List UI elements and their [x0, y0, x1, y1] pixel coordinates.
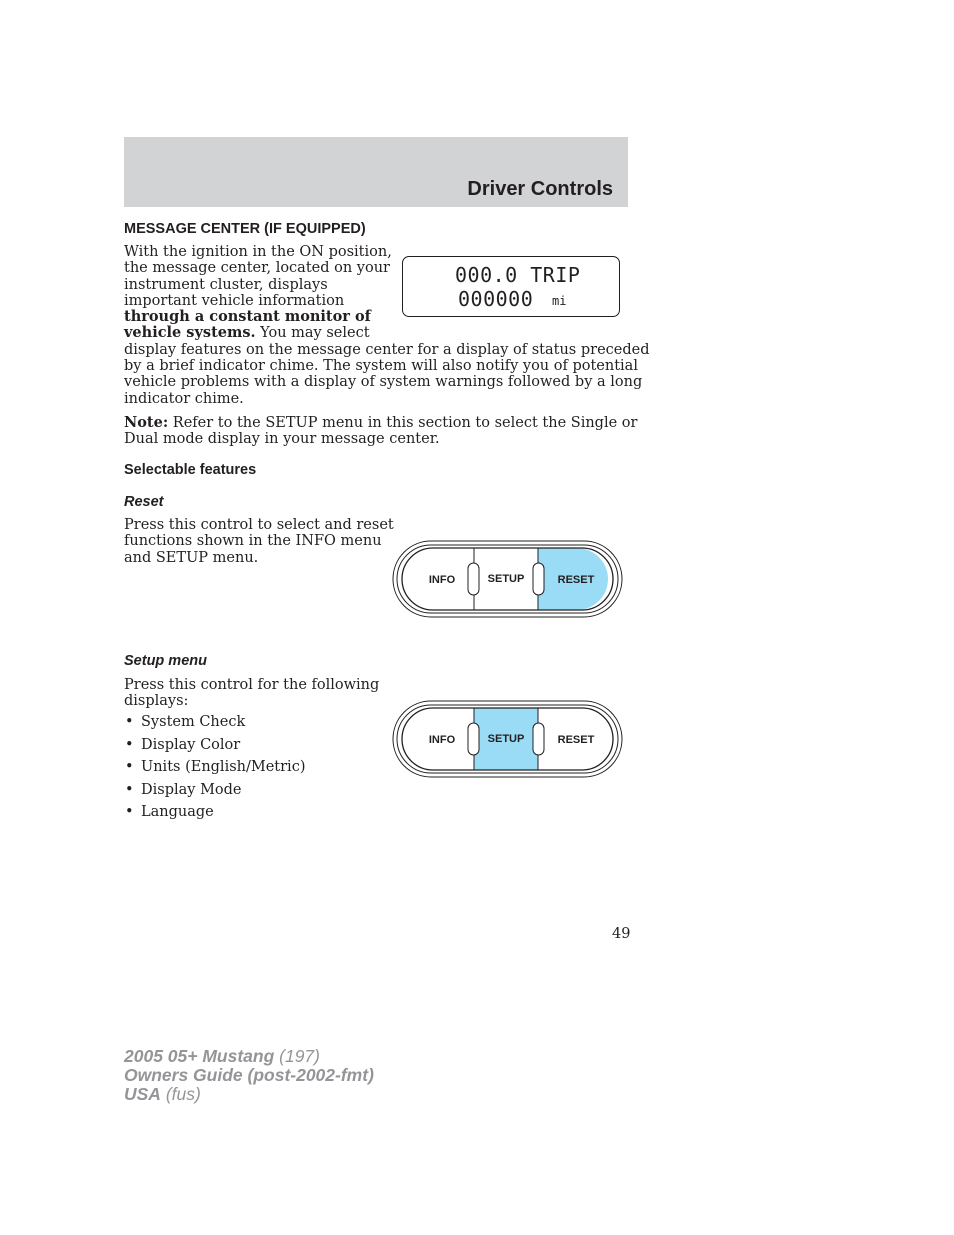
button-panel-reset-highlighted: [392, 540, 623, 618]
setup-items-list: [124, 714, 305, 827]
intro-text: You may select: [255, 325, 370, 342]
intro-bold-text: through a constant monitor of: [124, 308, 371, 326]
setup-line: displays:: [124, 693, 189, 710]
intro-line: [124, 325, 650, 341]
page-title: Driver Controls: [467, 178, 613, 200]
reset-button: RESET: [557, 574, 595, 586]
lcd-odometer-row: 000000: [458, 287, 534, 311]
list-item: [124, 714, 305, 737]
section-title: MESSAGE CENTER (IF EQUIPPED): [124, 221, 366, 237]
list-item: [124, 759, 305, 782]
intro-line: the message center, located on your: [124, 260, 390, 277]
list-item: [124, 782, 305, 805]
note-text: Refer to the SETUP menu in this section to select the Single or: [168, 415, 638, 431]
footer-code: (197): [274, 1046, 320, 1066]
intro-line: indicator chime.: [124, 390, 244, 407]
setup-line: Press this control for the following: [124, 677, 380, 693]
footer: [124, 1047, 374, 1104]
intro-line: display features on the message center for a display of status preceded: [124, 341, 650, 358]
footer-line: [124, 1047, 374, 1066]
reset-line: functions shown in the INFO menu: [124, 533, 382, 550]
bullet: •: [125, 804, 134, 820]
footer-line: [124, 1085, 374, 1104]
lcd-trip-row: 000.0 TRIP: [455, 263, 581, 287]
info-button: INFO: [428, 734, 456, 746]
intro-line: by a brief indicator chime. The system will also notify you of potential: [124, 358, 638, 375]
footer-market: USA: [124, 1084, 161, 1104]
bullet: •: [125, 759, 134, 775]
reset-paragraph: [124, 517, 394, 566]
intro-line: instrument cluster, displays: [124, 276, 328, 293]
setup-button: SETUP: [487, 573, 525, 585]
header-bar: [124, 137, 628, 207]
intro-line: With the ignition in the ON position,: [124, 244, 392, 260]
setup-button: SETUP: [487, 733, 525, 745]
footer-guide: Owners Guide (post-2002-fmt): [124, 1065, 374, 1085]
reset-line: and SETUP menu.: [124, 549, 259, 566]
footer-model: 2005 05+ Mustang: [124, 1046, 275, 1066]
setup-paragraph: [124, 677, 379, 710]
message-center-display: [402, 256, 620, 317]
intro-bold-text: vehicle systems.: [124, 324, 256, 342]
reset-heading: Reset: [124, 494, 164, 510]
list-item-text: Units (English/Metric): [141, 759, 306, 775]
footer-line: [124, 1066, 374, 1085]
footer-market-code: (fus): [160, 1084, 201, 1104]
intro-line: important vehicle information: [124, 292, 345, 309]
page-number: 49: [612, 926, 631, 942]
list-item-text: System Check: [141, 714, 246, 730]
note-line: Dual mode display in your message center.: [124, 431, 440, 448]
setup-menu-heading: Setup menu: [124, 653, 207, 669]
note-label: Note:: [124, 414, 169, 431]
list-item-text: Display Mode: [141, 781, 242, 798]
selectable-features-heading: Selectable features: [124, 462, 257, 478]
info-button: INFO: [428, 574, 456, 586]
list-item-text: Display Color: [141, 736, 241, 753]
button-panel-setup-highlighted: [392, 700, 623, 778]
bullet: •: [125, 781, 134, 798]
bullet: •: [125, 714, 134, 730]
note-line: [124, 415, 637, 431]
intro-line: vehicle problems with a display of system warnings followed by a long: [124, 374, 643, 391]
list-item-text: Language: [141, 804, 214, 820]
bullet: •: [125, 736, 134, 753]
lcd-unit: mi: [552, 294, 567, 308]
note-paragraph: [124, 415, 637, 448]
reset-line: Press this control to select and reset: [124, 517, 394, 533]
list-item: [124, 804, 305, 827]
reset-button: RESET: [557, 734, 595, 746]
list-item: [124, 737, 305, 760]
